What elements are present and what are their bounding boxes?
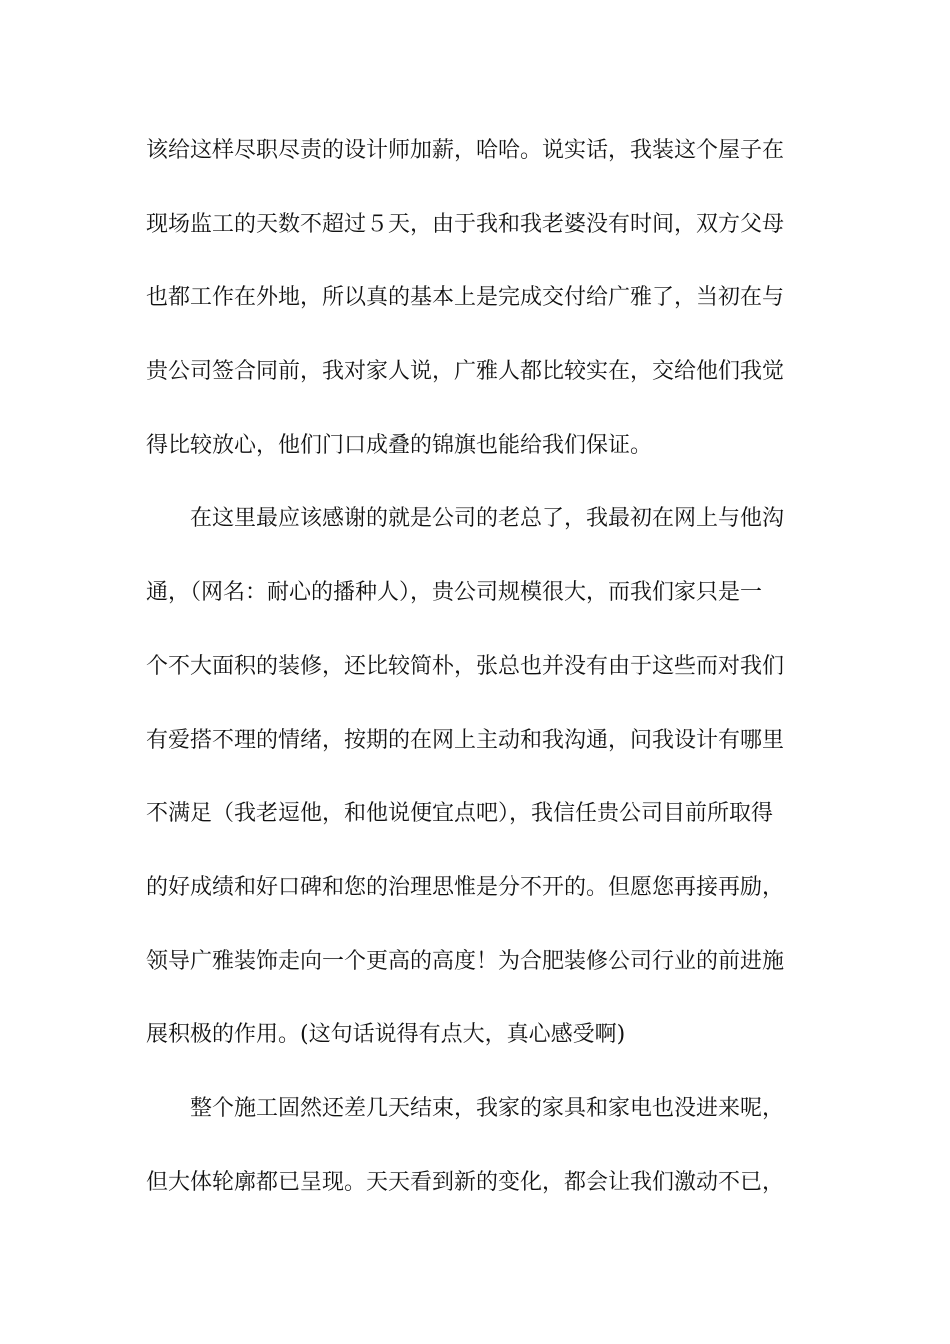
text-line: 在这里最应该感谢的就是公司的老总了，我最初在网上与他沟	[190, 506, 785, 532]
text-line: 展积极的作用。(这句话说得有点大，真心感受啊)	[146, 1022, 626, 1048]
text-line: 整个施工固然还差几天结束，我家的家具和家电也没进来呢，	[190, 1095, 785, 1121]
text-line: 的好成绩和好口碑和您的治理思惟是分不开的。但愿您再接再励，	[146, 874, 785, 900]
text-line: 贵公司签合同前，我对家人说，广雅人都比较实在，交给他们我觉	[146, 359, 785, 385]
text-line: 但大体轮廓都已呈现。天天看到新的变化，都会让我们激动不已，	[146, 1169, 785, 1195]
text-line: 该给这样尽职尽责的设计师加薪，哈哈。说实话，我装这个屋子在	[146, 138, 785, 163]
text-line: 通，（网名：耐心的播种人），贵公司规模很大，而我们家只是一	[146, 580, 763, 606]
text-line: 有爱搭不理的情绪，按期的在网上主动和我沟通，问我设计有哪里	[146, 727, 785, 753]
text-line: 个不大面积的装修，还比较简朴，张总也并没有由于这些而对我们	[146, 653, 785, 679]
body-text	[146, 126, 810, 1231]
text-line: 现场监工的天数不超过５天，由于我和我老婆没有时间，双方父母	[146, 211, 785, 237]
text-line: 也都工作在外地，所以真的基本上是完成交付给广雅了，当初在与	[146, 285, 785, 311]
text-line: 领导广雅装饰走向一个更高的高度！为合肥装修公司行业的前进施	[146, 948, 785, 974]
text-line: 不满足（我老逗他，和他说便宜点吧），我信任贵公司目前所取得	[146, 801, 774, 827]
text-line: 得比较放心，他们门口成叠的锦旗也能给我们保证。	[146, 432, 653, 458]
